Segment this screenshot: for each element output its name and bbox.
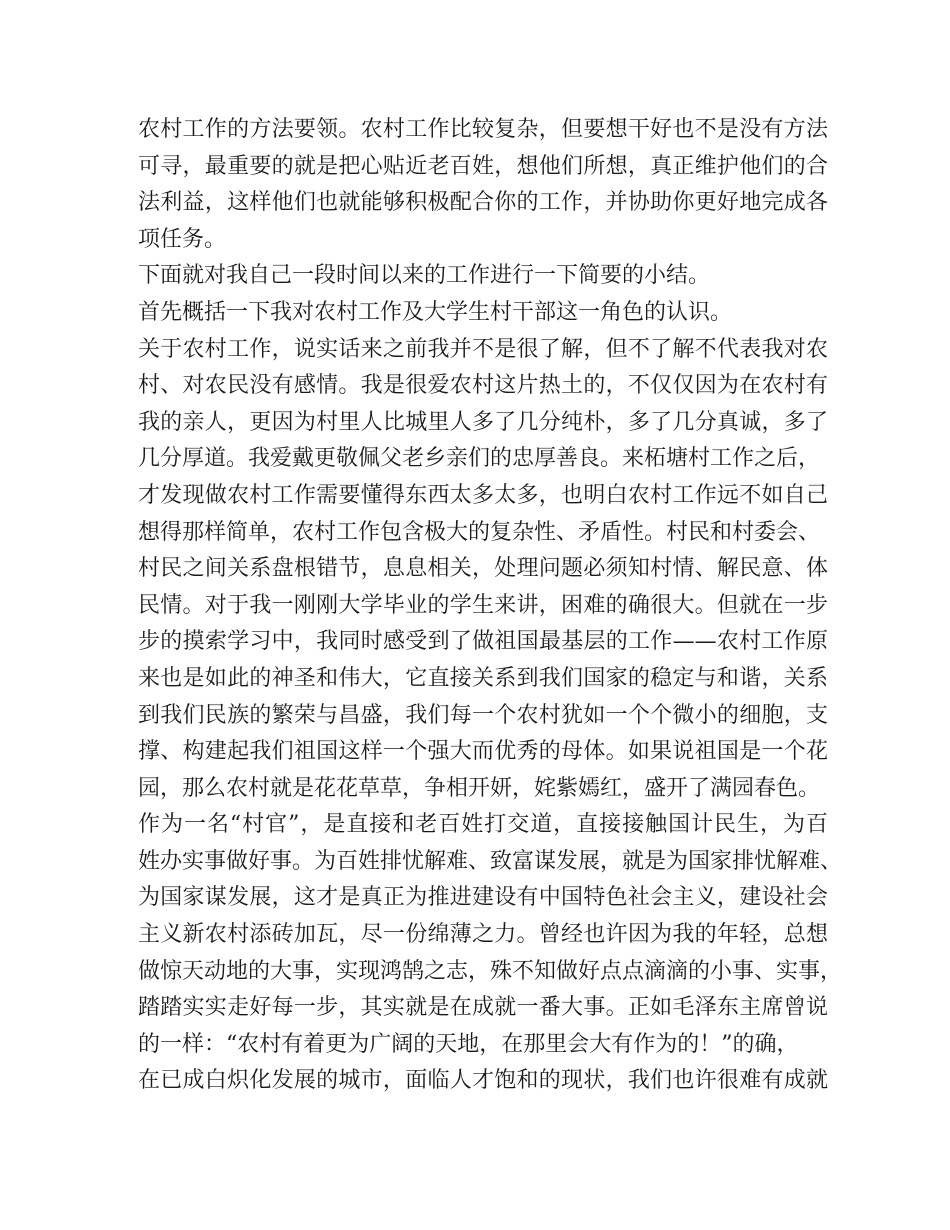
text-line: 我的亲人，更因为村里人比城里人多了几分纯朴，多了几分真诚，多了 — [138, 409, 828, 435]
text-line: 几分厚道。我爱戴更敬佩父老乡亲们的忠厚善良。来柘塘村工作之后， — [138, 446, 821, 472]
text-line: 步的摸索学习中，我同时感受到了做祖国最基层的工作——农村工作原 — [138, 629, 828, 655]
text-line: 做惊天动地的大事，实现鸿鹄之志，殊不知做好点点滴滴的小事、实事， — [138, 958, 843, 984]
text-line: 姓办实事做好事。为百姓排忧解难、致富谋发展，就是为国家排忧解难、 — [138, 848, 843, 874]
text-line: 村民之间关系盘根错节，息息相关，处理问题必须知村情、解民意、体 — [138, 556, 828, 582]
text-line: 农村工作的方法要领。农村工作比较复杂，但要想干好也不是没有方法 — [138, 117, 828, 142]
text-line: 法利益，这样他们也就能够积极配合你的工作，并协助你更好地完成各 — [138, 190, 828, 216]
text-line: 首先概括一下我对农村工作及大学生村干部这一角色的认识。 — [138, 299, 733, 325]
text-line: 可寻，最重要的就是把心贴近老百姓，想他们所想，真正维护他们的合 — [138, 153, 828, 179]
text-line: 作为一名“村官”，是直接和老百姓打交道，直接接触国计民生，为百 — [138, 812, 828, 838]
text-line: 主义新农村添砖加瓦，尽一份绵薄之力。曾经也许因为我的年轻，总想 — [138, 922, 828, 948]
text-line: 为国家谋发展，这才是真正为推进建设有中国特色社会主义，建设社会 — [138, 885, 828, 911]
text-line: 来也是如此的神圣和伟大，它直接关系到我们国家的稳定与和谐，关系 — [138, 665, 828, 691]
text-line: 民情。对于我一刚刚大学毕业的学生来讲，困难的确很大。但就在一步 — [138, 592, 828, 618]
text-line: 在已成白炽化发展的城市，面临人才饱和的现状，我们也许很难有成就 — [138, 1068, 828, 1094]
text-line: 关于农村工作，说实话来之前我并不是很了解，但不了解不代表我对农 — [138, 336, 828, 362]
text-line: 踏踏实实走好每一步，其实就是在成就一番大事。正如毛泽东主席曾说 — [138, 995, 828, 1021]
text-line: 村、对农民没有感情。我是很爱农村这片热土的，不仅仅因为在农村有 — [138, 373, 828, 399]
text-line: 到我们民族的繁荣与昌盛，我们每一个农村犹如一个个微小的细胞，支 — [138, 702, 828, 728]
text-line: 园，那么农村就是花花草草，争相开妍，姹紫嫣红，盛开了满园春色。 — [138, 775, 821, 801]
text-line: 项任务。 — [138, 226, 227, 252]
text-line: 的一样：“农村有着更为广阔的天地，在那里会大有作为的！”的确， — [138, 1031, 799, 1057]
body-text — [138, 112, 843, 1100]
text-line: 想得那样简单，农村工作包含极大的复杂性、矛盾性。村民和村委会、 — [138, 519, 821, 545]
text-line: 才发现做农村工作需要懂得东西太多太多，也明白农村工作远不如自己 — [138, 482, 828, 508]
text-line: 撑、构建起我们祖国这样一个强大而优秀的母体。如果说祖国是一个花 — [138, 739, 828, 765]
text-line: 下面就对我自己一段时间以来的工作进行一下简要的小结。 — [138, 263, 711, 289]
